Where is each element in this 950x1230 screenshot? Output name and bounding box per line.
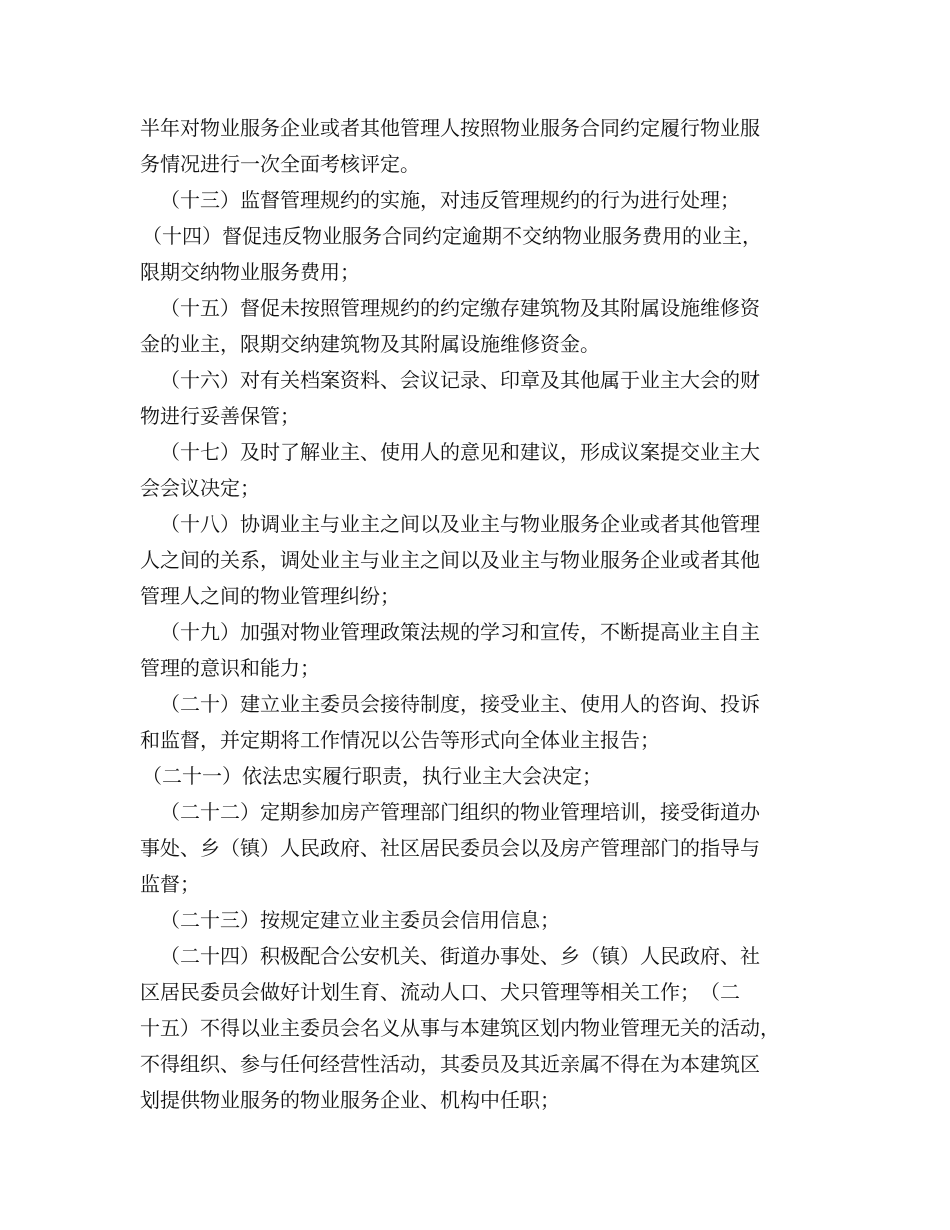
text-line: 半年对物业服务企业或者其他管理人按照物业服务合同约定履行物业服 xyxy=(140,116,760,140)
paragraph-item-23: （二十三）按规定建立业主委员会信用信息； xyxy=(160,908,560,932)
text-line: 会会议决定； xyxy=(140,476,260,500)
text-line: 事处、乡（镇）人民政府、社区居民委员会以及房产管理部门的指导与 xyxy=(140,836,760,860)
text-line: 金的业主，限期交纳建筑物及其附属设施维修资金。 xyxy=(140,332,600,356)
paragraph-item-15: （十五）督促未按照管理规约的约定缴存建筑物及其附属设施维修资 xyxy=(160,296,760,320)
text-line: 和监督，并定期将工作情况以公告等形式向全体业主报告； xyxy=(140,728,660,752)
paragraph-item-21: （二十一）依法忠实履行职责，执行业主大会决定； xyxy=(142,764,602,788)
text-line: 物进行妥善保管； xyxy=(140,404,300,428)
document-body xyxy=(140,110,820,1118)
paragraph-item-20: （二十）建立业主委员会接待制度，接受业主、使用人的咨询、投诉 xyxy=(160,692,760,716)
paragraph-item-22: （二十二）定期参加房产管理部门组织的物业管理培训，接受街道办 xyxy=(160,800,760,824)
text-line: 十五）不得以业主委员会名义从事与本建筑区划内物业管理无关的活动， xyxy=(140,1016,780,1040)
text-line: 区居民委员会做好计划生育、流动人口、犬只管理等相关工作； （二 xyxy=(140,980,740,1004)
text-line: 管理的意识和能力； xyxy=(140,656,320,680)
text-line: 人之间的关系，调处业主与业主之间以及业主与物业服务企业或者其他 xyxy=(140,548,760,572)
paragraph-item-18: （十八）协调业主与业主之间以及业主与物业服务企业或者其他管理 xyxy=(160,512,760,536)
paragraph-item-16: （十六）对有关档案资料、会议记录、印章及其他属于业主大会的财 xyxy=(160,368,760,392)
paragraph-item-13: （十三）监督管理规约的实施，对违反管理规约的行为进行处理； xyxy=(160,188,740,212)
text-line: 限期交纳物业服务费用； xyxy=(140,260,360,284)
text-line: 不得组织、参与任何经营性活动，其委员及其近亲属不得在为本建筑区 xyxy=(140,1052,760,1076)
paragraph-item-14: （十四）督促违反物业服务合同约定逾期不交纳物业服务费用的业主， xyxy=(142,224,762,248)
paragraph-item-17: （十七）及时了解业主、使用人的意见和建议，形成议案提交业主大 xyxy=(160,440,760,464)
text-line: 监督； xyxy=(140,872,200,896)
paragraph-item-24: （二十四）积极配合公安机关、街道办事处、乡（镇）人民政府、社 xyxy=(160,944,760,968)
text-line: 管理人之间的物业管理纠纷； xyxy=(140,584,400,608)
paragraph-item-19: （十九）加强对物业管理政策法规的学习和宣传，不断提高业主自主 xyxy=(160,620,760,644)
text-line: 务情况进行一次全面考核评定。 xyxy=(140,152,420,176)
text-line: 划提供物业服务的物业服务企业、机构中任职； xyxy=(140,1088,560,1112)
